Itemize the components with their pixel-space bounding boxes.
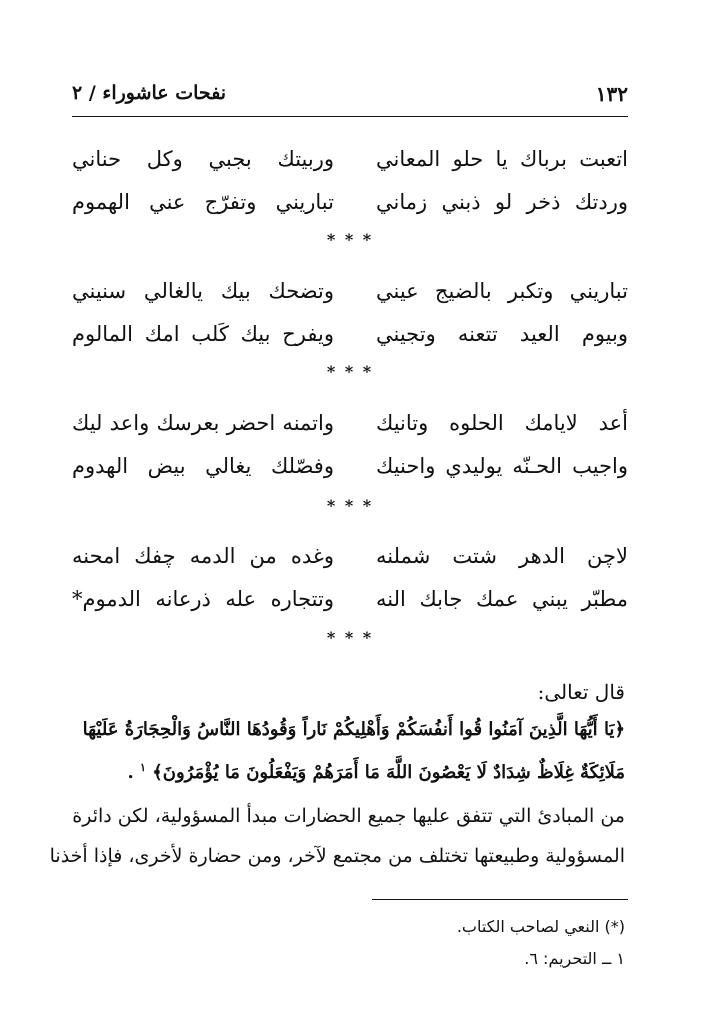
paragraph-line: من المبادئ التي تتفق عليها جميع الحضارات مبدأ المسؤولية، لكن دائرة [72, 805, 625, 827]
stanza-separator: * * * [326, 230, 374, 249]
quran-verse-text: مَلَائِكَةٌ غِلَاظٌ شِدَادٌ لَا يَعْصُونَ اللَّهَ مَا أَمَرَهُمْ وَيَفْعَلُونَ مَا يُؤْمَرُونَ﴾ [152, 762, 625, 783]
stanza-separator: * * * [326, 496, 374, 515]
verse-first-hemistich: مطبّر يبني عمك جابك النه [376, 587, 628, 611]
running-title: نفحات عاشوراء / ٢ [72, 82, 227, 104]
quote-intro: قال تعالى: [537, 680, 625, 704]
poem-verse [72, 183, 628, 221]
verse-first-hemistich: تباريني وتكبر بالضيج عيني [376, 279, 628, 303]
verse-second-hemistich: وغده من الدمه چفك امحنه [72, 544, 334, 568]
verse-second-hemistich: وفصّلك يغالي بيض الهدوم [72, 454, 334, 478]
page-header [72, 82, 628, 114]
poem-verse [72, 315, 628, 353]
footnote-ref: ١ [140, 761, 146, 774]
header-rule [72, 116, 628, 117]
verse-second-hemistich: وتضحك بيك يالغالي سنيني [72, 279, 334, 303]
footnote-author: (*) النعي لصاحب الكتاب. [456, 917, 625, 936]
verse-first-hemistich: وردتك ذخر لو ذبني زماني [376, 190, 628, 214]
poem-verse [72, 447, 628, 485]
footnote-rule [372, 899, 628, 900]
verse-first-hemistich: وبيوم العيد تتعنه وتجيني [376, 322, 628, 346]
verse-second-hemistich: تباريني وتفرّج عني الهموم [72, 190, 334, 214]
page-number: ١٣٢ [595, 82, 628, 106]
poem-verse [72, 580, 628, 618]
stanza-separator: * * * [326, 362, 374, 381]
verse-second-hemistich: وربيتك بجبي وكل حناني [72, 147, 334, 171]
verse-second-hemistich: ويفرح بيك كَلب امك المالوم [72, 322, 334, 346]
footnote-source: ١ ــ التحريم: ٦. [524, 949, 625, 968]
paragraph-line: المسؤولية وطبيعتها تختلف من مجتمع لآخر، ومن حضارة لأخرى، فإذا أخذنا [49, 845, 625, 867]
quran-verse-line: ﴿يَا أَيُّهَا الَّذِينَ آمَنُوا قُوا أَنفُسَكُمْ وَأَهْلِيكُمْ نَاراً وَقُودُهَا النَّاسُ وَالْحِجَارَةُ عَلَيْهَا [82, 719, 625, 740]
poem-verse [72, 404, 628, 442]
sentence-period: . [127, 762, 141, 783]
verse-second-hemistich: وتتجاره عله ذرعانه الدموم* [72, 587, 334, 611]
poem-verse [72, 272, 628, 310]
stanza-separator: * * * [326, 628, 374, 647]
poem-verse [72, 140, 628, 178]
verse-first-hemistich: أعد لايامك الحلوه وتانيك [376, 411, 628, 435]
verse-first-hemistich: واجيب الحـنّه يوليدي واحنيك [376, 454, 628, 478]
verse-second-hemistich: واتمنه احضر بعرسك واعد ليك [72, 411, 334, 435]
quran-verse-line-end [97, 750, 625, 791]
verse-first-hemistich: اتعبت برباك يا حلو المعاني [376, 147, 628, 171]
verse-first-hemistich: لاچن الدهر شتت شملنه [376, 544, 628, 568]
poem-verse [72, 537, 628, 575]
